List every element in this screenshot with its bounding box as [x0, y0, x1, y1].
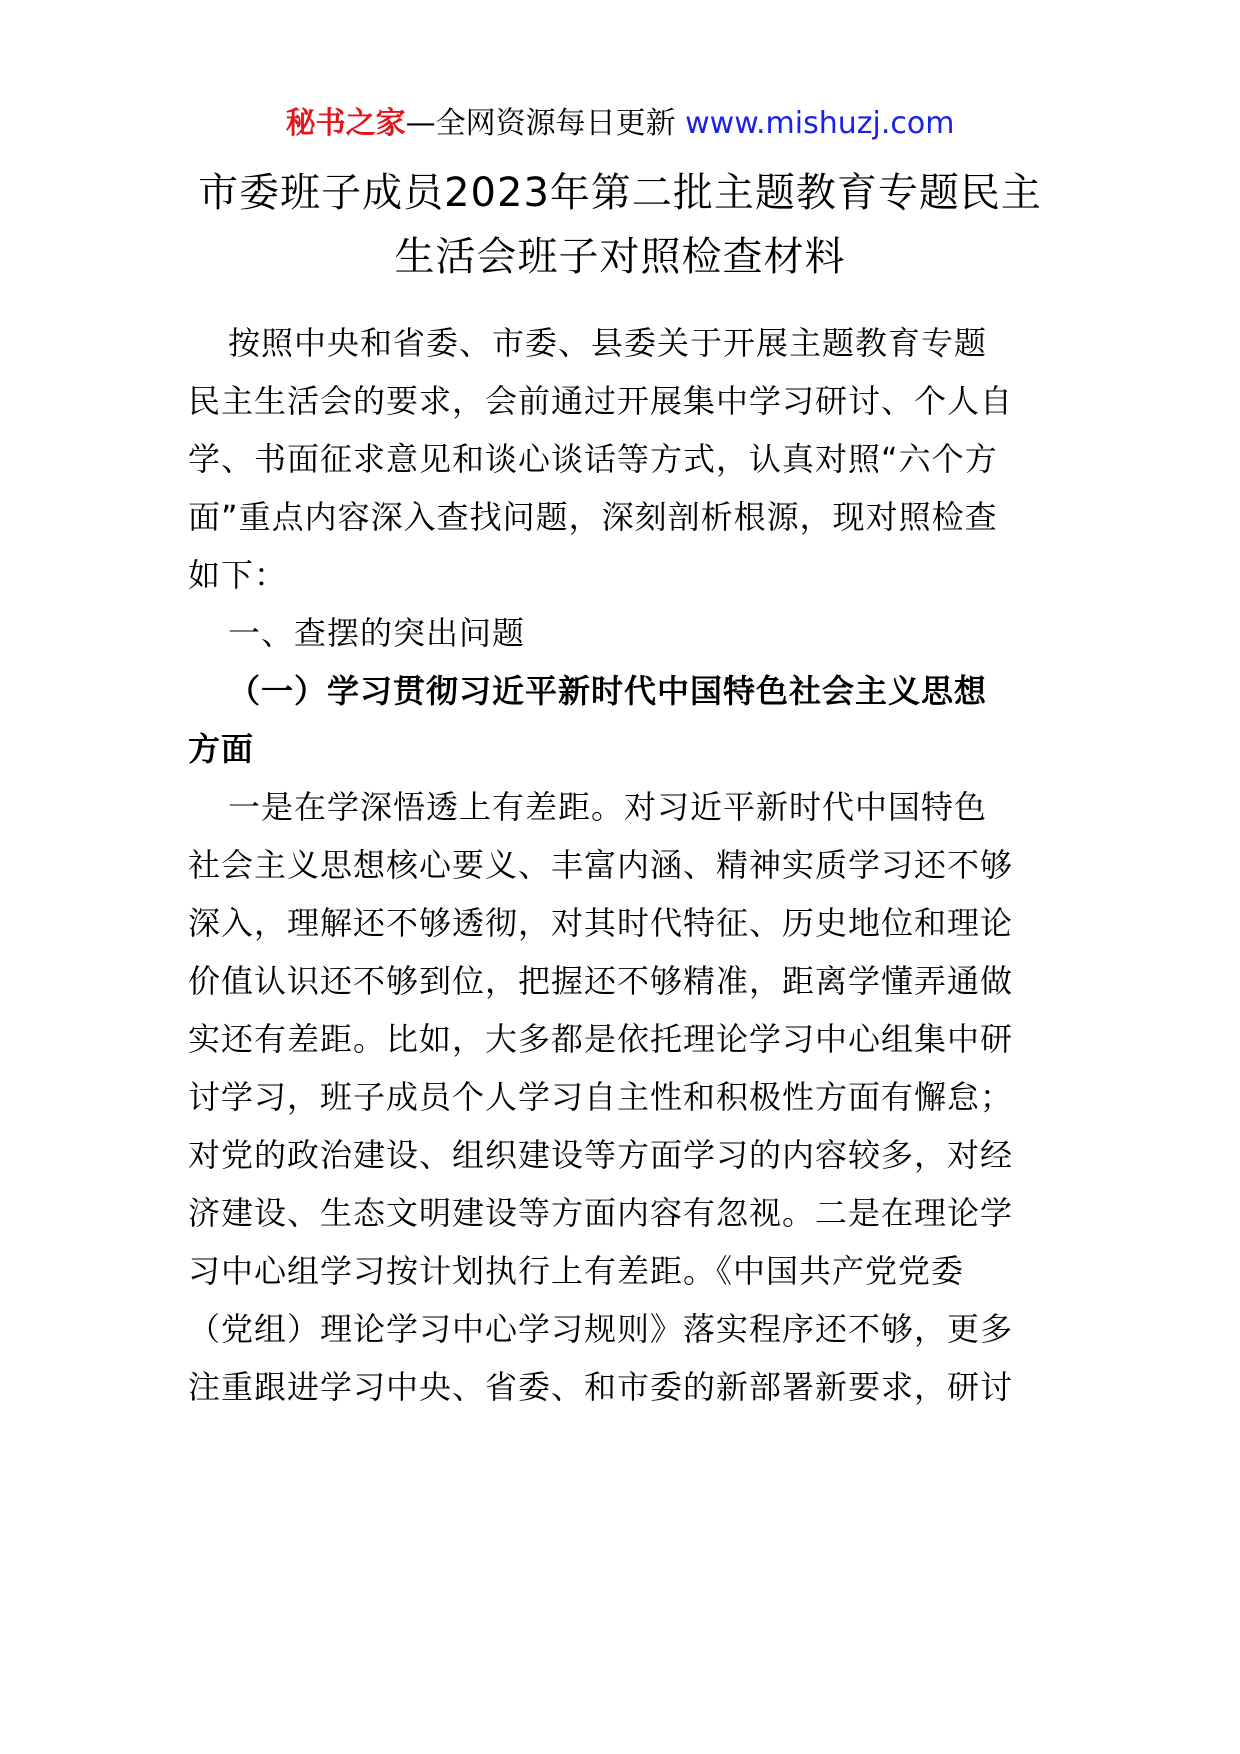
- body-line: 价值认识还不够到位，把握还不够精准，距离学懂弄通做: [188, 962, 1014, 1000]
- subsection-heading: 方面: [188, 730, 255, 768]
- body-line: 实还有差距。比如，大多都是依托理论学习中心组集中研: [188, 1020, 1014, 1058]
- body-line: （党组）理论学习中心学习规则》落实程序还不够，更多: [188, 1310, 1014, 1348]
- document-title-line-2: 生活会班子对照检查材料: [394, 234, 846, 280]
- body-line: 社会主义思想核心要义、丰富内涵、精神实质学习还不够: [188, 846, 1014, 884]
- document-title-line-1: 市委班子成员2023年第二批主题教育专题民主: [198, 170, 1042, 216]
- body-line: 一是在学深悟透上有差距。对习近平新时代中国特色: [228, 788, 988, 826]
- body-line: 对党的政治建设、组织建设等方面学习的内容较多，对经: [188, 1136, 1014, 1174]
- subsection-heading: （一）学习贯彻习近平新时代中国特色社会主义思想: [228, 672, 988, 710]
- body-line: 面”重点内容深入查找问题，深刻剖析根源，现对照检查: [188, 498, 998, 536]
- site-link[interactable]: www.mishuzj.com: [685, 106, 955, 141]
- body-line: 如下：: [188, 556, 288, 594]
- body-line: 讨学习，班子成员个人学习自主性和积极性方面有懈怠；: [188, 1078, 1014, 1116]
- body-line: 按照中央和省委、市委、县委关于开展主题教育专题: [228, 324, 988, 362]
- header-tagline: —全网资源每日更新: [405, 106, 676, 141]
- brand-name: 秘书之家: [285, 106, 406, 141]
- body-line: 济建设、生态文明建设等方面内容有忽视。二是在理论学: [188, 1194, 1014, 1232]
- watermark-header: [0, 100, 1240, 148]
- body-line: 习中心组学习按计划执行上有差距。《中国共产党党委: [188, 1252, 965, 1290]
- body-line: 深入，理解还不够透彻，对其时代特征、历史地位和理论: [188, 904, 1014, 942]
- section-heading: 一、查摆的突出问题: [228, 614, 526, 652]
- body-line: 注重跟进学习中央、省委、和市委的新部署新要求，研讨: [188, 1368, 1014, 1406]
- body-line: 学、书面征求意见和谈心谈话等方式，认真对照“六个方: [188, 440, 998, 478]
- body-line: 民主生活会的要求，会前通过开展集中学习研讨、个人自: [188, 382, 1014, 420]
